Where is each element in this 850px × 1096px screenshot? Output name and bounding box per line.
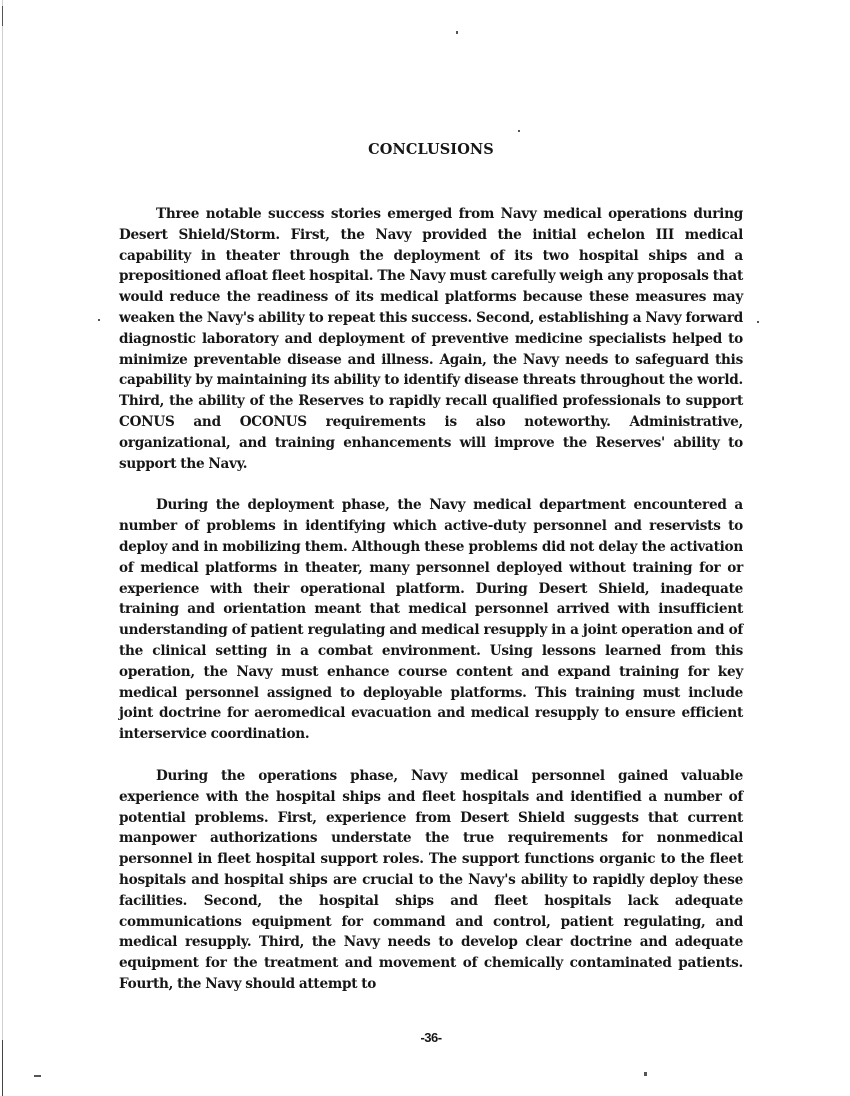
scan-left-edge	[2, 0, 3, 1096]
body-text	[119, 204, 743, 1016]
page-number: -36-	[420, 1030, 442, 1045]
paragraph-success-stories: Three notable success stories emerged from Navy medical operations during Desert Shield/Storm. First, the Navy provided the initial echelon III medical capability in theater through the deployment of its two hospital ships and a prepositioned afloat fleet hospital. The Navy must carefully weigh any proposals that would reduce the readiness of its medical platforms because these measures may weaken the Navy's ability to repeat this success. Second, establishing a Navy forward diagnostic laboratory and deployment of preventive medicine specialists helped to minimize preventable disease and illness. Again, the Navy needs to safeguard this capability by maintaining its ability to identify disease threats throughout the world. Third, the ability of the Reserves to rapidly recall qualified professionals to support CONUS and OCONUS requirements is also noteworthy. Administrative, organizational, and training enhancements will improve the Reserves' ability to support the Navy.	[119, 206, 743, 472]
scan-speck	[456, 31, 458, 34]
scan-left-edge-mark-bottom	[2, 1040, 3, 1096]
scan-speck	[98, 319, 100, 321]
paragraph-operations-phase: During the operations phase, Navy medical personnel gained valuable experience with the hospital ships and fleet hospitals and identified a number of potential problems. First, experience from Desert Shield suggests that current manpower authorizations understate the true requirements for nonmedical personnel in fleet hospital support roles. The support functions organic to the fleet hospitals and hospital ships are crucial to the Navy's ability to rapidly deploy these facilities. Second, the hospital ships and fleet hospitals lack adequate communications equipment for command and control, patient regulating, and medical resupply. Third, the Navy needs to develop clear doctrine and adequate equipment for the treatment and movement of chemically contaminated patients. Fourth, the Navy should attempt to	[119, 767, 743, 992]
scan-speck	[644, 1072, 647, 1076]
scan-speck	[518, 130, 520, 132]
scan-speck	[34, 1075, 41, 1077]
scan-left-edge-mark-top	[2, 6, 3, 26]
scan-speck	[757, 321, 759, 323]
paragraph-deployment-phase: During the deployment phase, the Navy medical department encountered a number of problems in identifying which active-duty personnel and reservists to deploy and in mobilizing them. Although these problems did not delay the activation of medical platforms in theater, many personnel deployed without training for or experience with their operational platform. During Desert Shield, inadequate training and orientation meant that medical personnel arrived with insufficient understanding of patient regulating and medical resupply in a joint operation and of the clinical setting in a combat environment. Using lessons learned from this operation, the Navy must enhance course content and expand training for key medical personnel assigned to deployable platforms. This training must include joint doctrine for aeromedical evacuation and medical resupply to ensure efficient interservice coordination.	[119, 497, 743, 743]
page-heading: CONCLUSIONS	[368, 141, 494, 158]
